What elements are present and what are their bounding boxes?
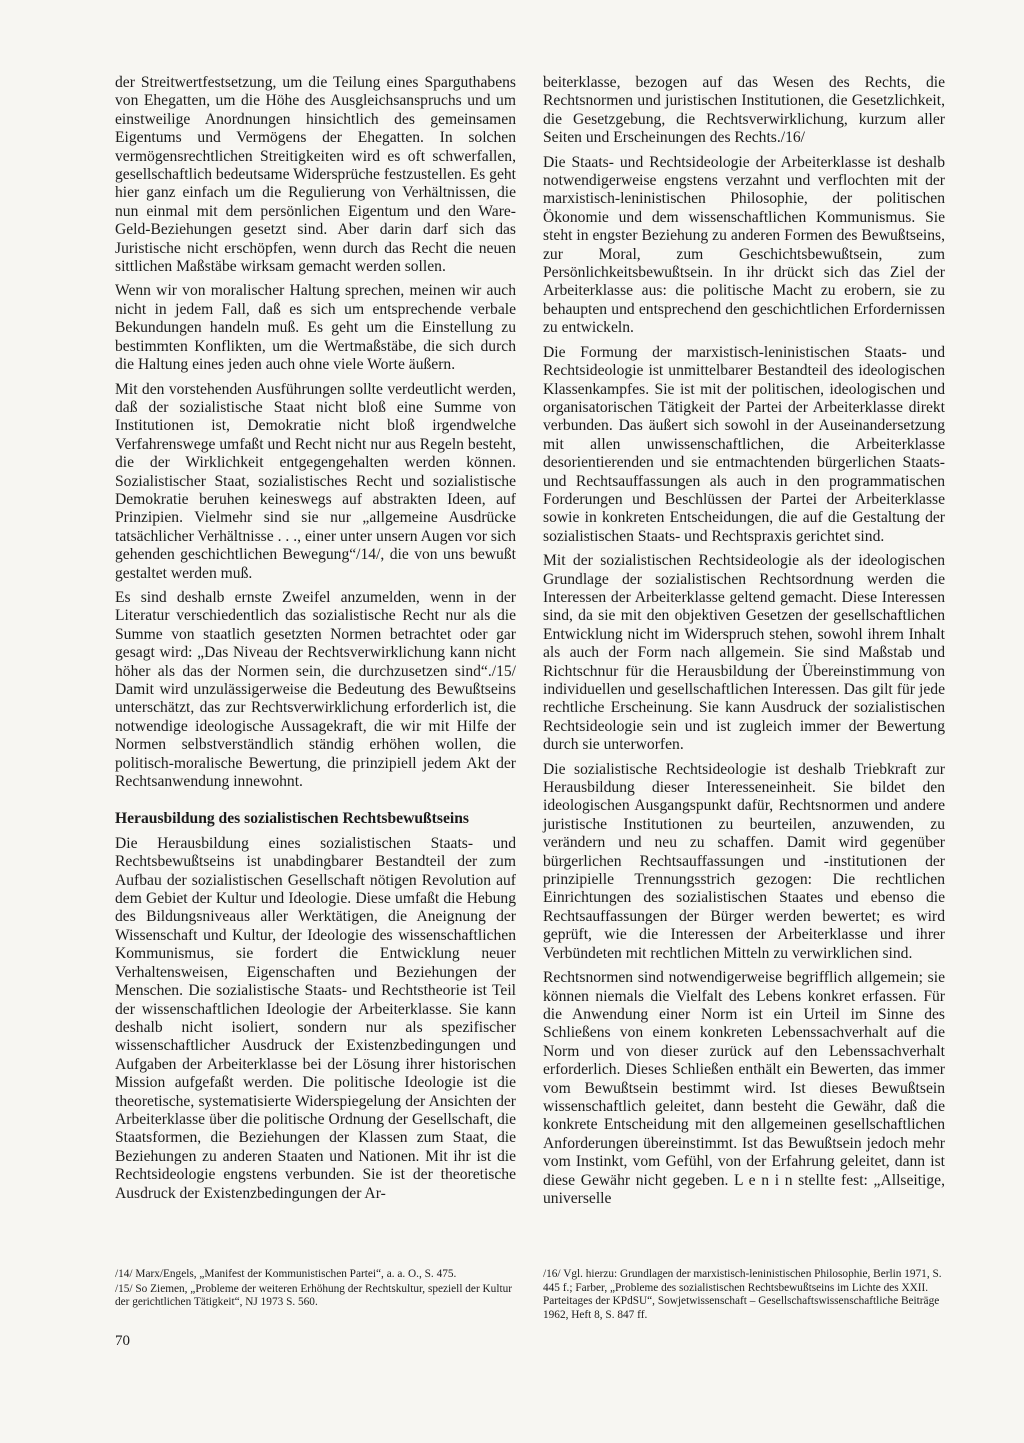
paragraph: Mit der sozialistischen Rechtsideologie als der ideologischen Grundlage der sozialistischen Rechtsordnung werden die Interessen der Arbeiterklasse geltend gemacht. Diese Interessen sind, da sie mit den objektiven Gesetzen der gesellschaftlichen Entwicklung nicht im Widerspruch stehen, sowohl ihrem Inhalt als auch der Form nach allgemein. Sie sind Maßstab und Richtschnur für die Herausbildung der Übereinstimmung von individuellen und gesellschaftlichen Interessen. Das gilt für jede rechtliche Erscheinung. Sie kann Ausdruck der sozialistischen Rechtsideologie sein und ist zugleich immer der Bewertung durch sie unterworfen. <box>543 552 945 754</box>
footnote-15: /15/ So Ziemen, „Probleme der weiteren Erhöhung der Rechtskultur, speziell der Kultur der gerichtlichen Tätigkeit“, NJ 1973 S. 560. <box>115 1282 513 1309</box>
page-number: 70 <box>115 1333 130 1349</box>
paragraph: Rechtsnormen sind notwendigerweise begrifflich allgemein; sie können niemals die Vielfalt des Lebens konkret erfassen. Für die Anwendung einer Norm ist ein Urteil im Sinne des Schließens von einem konkreten Lebenssachverhalt auf die Norm und von dieser zurück auf den Lebenssachverhalt erforderlich. Dieses Schließen enthält ein Bewerten, das immer vom Bewußtsein bestimmt wird. Ist dieses Bewußtsein wissenschaftlich geleitet, dann besteht die Gewähr, daß die konkrete Entscheidung mit den allgemeinen gesellschaftlichen Anforderungen übereinstimmt. Ist das Bewußtsein jedoch mehr vom Instinkt, vom Gefühl, von der Erfahrung geleitet, dann ist diese Gewähr nicht gegeben. L e n i n stellte fest: „Allseitige, universelle <box>543 969 945 1207</box>
paragraph: Die sozialistische Rechtsideologie ist deshalb Triebkraft zur Herausbildung dieser Interesseneinheit. Sie bildet den ideologischen Ausgangspunkt dafür, Rechtsnormen und andere juristische Institutionen zu beurteilen, anzuwenden, zu verändern und neu zu schaffen. Damit wird gegenüber bürgerlichen Rechtsauffassungen und -institutionen der prinzipielle Trennungsstrich gezogen: Die rechtlichen Einrichtungen des sozialistischen Staates und ebenso die Rechtsauffassungen der Bürger werden bewertet; es wird geprüft, wie die Interessen der Arbeiterklasse und ihrer Verbündeten mit rechtlichen Mitteln zu verwirklichen sind. <box>543 760 945 962</box>
paragraph: beiterklasse, bezogen auf das Wesen des Rechts, die Rechtsnormen und juristischen Institutionen, die Gesetzlichkeit, die Gesetzgebung, die Rechtsverwirklichung, kurzum aller Seiten und Erscheinungen des Rechts./16/ <box>543 74 945 147</box>
paragraph: Mit den vorstehenden Ausführungen sollte verdeutlicht werden, daß der sozialistische Staat nicht bloß eine Summe von Institutionen ist, Demokratie nicht bloß irgendwelche Verfahrenswege umfaßt und Recht nicht nur aus Regeln besteht, die der Wirklichkeit entgegengehalten werden können. Sozialistischer Staat, sozialistisches Recht und sozialistische Demokratie beruhen keineswegs auf abstrakten Ideen, auf Prinzipien. Vielmehr sind sie nur „allgemeine Ausdrücke tatsächlicher Verhältnisse . . ., einer unter unsern Augen vor sich gehenden geschichtlichen Bewegung“/14/, die von uns bewußt gestaltet werden muß. <box>115 380 516 582</box>
paragraph: der Streitwertfestsetzung, um die Teilung eines Sparguthabens von Ehegatten, um die Höhe des Ausgleichsanspruchs und um einstweilige Anordnungen hinsichtlich des gemeinsamen Eigentums und Vermögens der Ehegatten. In solchen vermögensrechtlichen Streitigkeiten wird es oft schwerfallen, gesellschaftlich bedeutsame Widersprüche festzustellen. Es geht hier ganz einfach um die Regulierung von Verhältnissen, die nun einmal mit dem persönlichen Eigentum und den Ware-Geld-Beziehungen gesetzt sind. Aber darin darf sich das Juristische nicht erschöpfen, wenn durch das Recht die neuen sittlichen Maßstäbe wirksam gemacht werden sollen. <box>115 74 516 276</box>
footnote-14: /14/ Marx/Engels, „Manifest der Kommunistischen Partei“, a. a. O., S. 475. <box>115 1268 457 1280</box>
paragraph: Wenn wir von moralischer Haltung sprechen, meinen wir auch nicht in jedem Fall, daß es sich um entsprechende verbale Bekundungen handeln muß. Es geht um die Einstellung zu bestimmten Konflikten, um die Wertmaßstäbe, die sich durch die Haltung eines jeden auch ohne viele Worte äußern. <box>115 282 516 374</box>
paragraph: Die Staats- und Rechtsideologie der Arbeiterklasse ist deshalb notwendigerweise engstens verzahnt und verflochten mit der marxistisch-leninistischen Philosophie, der politischen Ökonomie und dem wissenschaftlichen Kommunismus. Sie steht in engster Beziehung zu anderen Formen des Bewußtseins, zur Moral, zum Geschichtsbewußtsein, zum Persönlichkeitsbewußtsein. In ihr drückt sich das Ziel der Arbeiterklasse aus: die politische Macht zu erobern, sie zu behaupten und entsprechend den geschichtlichen Erfordernissen zu entwickeln. <box>543 153 945 337</box>
section-heading: Herausbildung des sozialistischen Rechtsbewußtseins <box>115 810 469 828</box>
footnotes-left <box>115 1268 516 1311</box>
paragraph: Es sind deshalb ernste Zweifel anzumelden, wenn in der Literatur verschiedentlich das sozialistische Recht nur als die Summe von staatlich gesetzten Normen betrachtet oder gar gesagt wird: „Das Niveau der Rechtsverwirklichung kann nicht höher als das der Normen sein, die durchzusetzen sind“./15/ Damit wird unzulässigerweise die Bedeutung des Bewußtseins unterschätzt, das zur Rechtsverwirklichung erforderlich ist, die notwendige ideologische Aussagekraft, die wir mit Hilfe der Normen selbstverständlich ständig erhöhen wollen, die politisch-moralische Bewertung, die prinzipiell jedem Akt der Rechtsanwendung innewohnt. <box>115 588 516 791</box>
right-column <box>543 74 945 1214</box>
footnotes-right <box>543 1268 948 1323</box>
footnote-16: /16/ Vgl. hierzu: Grundlagen der marxistisch-leninistischen Philosophie, Berlin 1971, S. 445 f.; Farber, „Probleme des sozialistischen Rechtsbewußtseins im Lichte des XXII. Parteitages der KPdSU“, Sowjetwissenschaft – Gesellschaftswissenschaftliche Beiträge 1962, Heft 8, S. 847 ff. <box>543 1268 942 1321</box>
paragraph: Die Formung der marxistisch-leninistischen Staats- und Rechtsideologie ist unmittelbarer Bestandteil des ideologischen Klassenkampfes. Sie ist mit der politischen, ideologischen und organisatorischen Tätigkeit der Partei der Arbeiterklasse direkt verbunden. Das äußert sich sowohl in der Auseinandersetzung mit allen unwissenschaftlichen, die Arbeiterklasse desorientierenden und sie entmachtenden bürgerlichen Staats- und Rechtsauffassungen als auch in den programmatischen Forderungen und Beschlüssen der Partei der Arbeiterklasse sowie in konkreten Entscheidungen, die auf die Gestaltung der sozialistischen Staats- und Rechtspraxis gerichtet sind. <box>543 343 945 545</box>
paragraph: Die Herausbildung eines sozialistischen Staats- und Rechtsbewußtseins ist unabdingbarer Bestandteil der zum Aufbau der sozialistischen Gesellschaft nötigen Revolution auf dem Gebiet der Kultur und Ideologie. Diese umfaßt die Hebung des Bildungsniveaus aller Werktätigen, die Aneignung der Wissenschaft und Kultur, der Ideologie des wissenschaftlichen Kommunismus, sie fordert die Entwicklung neuer Verhaltensweisen, Eigenschaften und Beziehungen der Menschen. Die sozialistische Staats- und Rechtstheorie ist Teil der wissenschaftlichen Ideologie der Arbeiterklasse. Sie kann deshalb nicht isoliert, sondern nur als spezifischer wissenschaftlicher Ausdruck der Existenzbedingungen und Aufgaben der Arbeiterklasse bei der Lösung ihrer historischen Mission aufgefaßt werden. Die politische Ideologie ist die theoretische, systematisierte Widerspiegelung der Ansichten der Arbeiterklasse über die politische Ordnung der Gesellschaft, die Staatsformen, die Beziehungen der Klassen zum Staat, die Beziehungen zu anderen Staaten und Nationen. Mit ihr ist die Rechtsideologie engstens verbunden. Sie ist der theoretische Ausdruck der Existenzbedingungen der Ar- <box>115 834 516 1202</box>
left-column <box>115 74 516 1209</box>
